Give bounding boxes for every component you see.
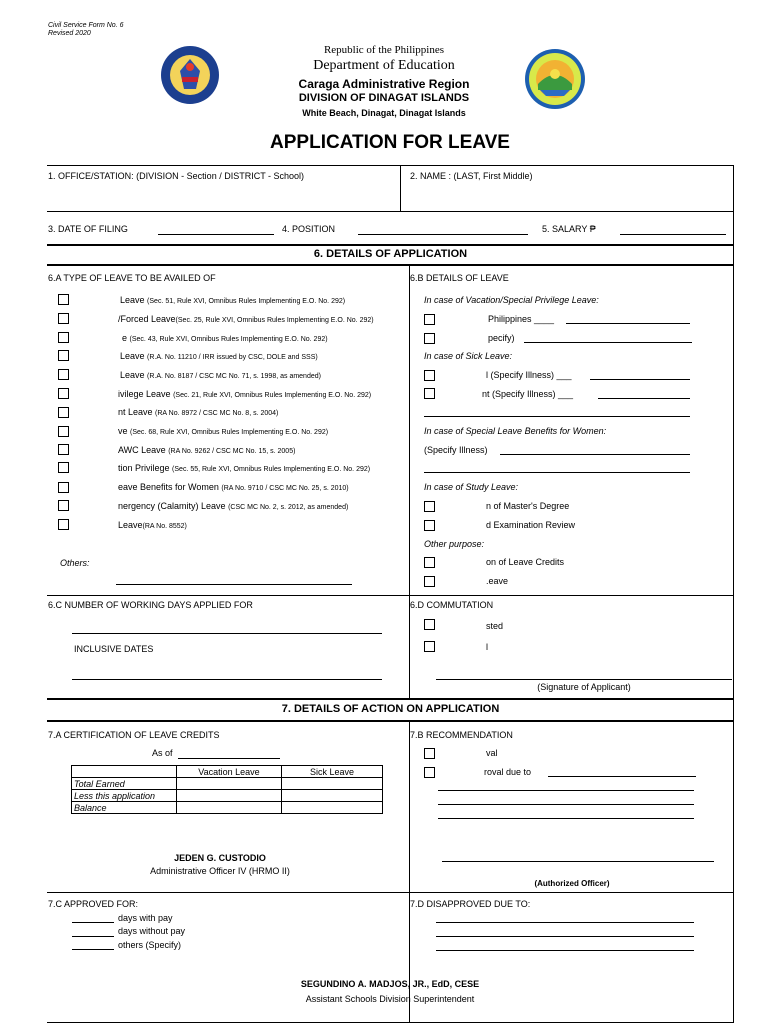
leave-credits-table bbox=[71, 765, 383, 814]
leave-type-checkbox[interactable] bbox=[58, 462, 69, 473]
working-days-field[interactable] bbox=[72, 633, 382, 634]
recommendation-option-label: val bbox=[486, 748, 498, 758]
sick-specify-field[interactable] bbox=[590, 379, 690, 380]
position-label: 4. POSITION bbox=[282, 224, 336, 234]
section-6b-heading: 6.B DETAILS OF LEAVE bbox=[410, 273, 509, 283]
border-top bbox=[47, 165, 734, 166]
leave-type-item: AWC Leave (RA No. 9262 / CSC MC No. 15, s. 2005) bbox=[118, 445, 296, 455]
recommendation-checkbox[interactable] bbox=[424, 748, 435, 759]
authorized-officer-signature[interactable] bbox=[442, 861, 714, 862]
sick-specify-field[interactable] bbox=[598, 398, 690, 399]
section-7c-heading: 7.C APPROVED FOR: bbox=[48, 899, 139, 909]
leave-type-checkbox[interactable] bbox=[58, 313, 69, 324]
divider bbox=[409, 722, 410, 1022]
study-heading: In case of Study Leave: bbox=[424, 482, 519, 492]
section-7a-heading: 7.A CERTIFICATION OF LEAVE CREDITS bbox=[48, 730, 220, 740]
row-label: Total Earned bbox=[72, 778, 177, 790]
leave-type-checkbox[interactable] bbox=[58, 294, 69, 305]
table-cell[interactable] bbox=[282, 778, 383, 790]
table-cell[interactable] bbox=[177, 802, 282, 814]
sick-option-label: nt (Specify Illness) ___ bbox=[482, 389, 574, 399]
leave-type-checkbox[interactable] bbox=[58, 519, 69, 530]
women-specify-label: (Specify Illness) bbox=[424, 445, 488, 455]
divider bbox=[47, 211, 734, 212]
disapproval-reason-field[interactable] bbox=[436, 950, 694, 951]
women-specify-field[interactable] bbox=[424, 472, 690, 473]
study-option-checkbox[interactable] bbox=[424, 520, 435, 531]
study-option-label: n of Master's Degree bbox=[486, 501, 570, 511]
days-without-pay-field[interactable] bbox=[72, 936, 114, 937]
leave-type-checkbox[interactable] bbox=[58, 500, 69, 511]
leave-type-checkbox[interactable] bbox=[58, 444, 69, 455]
section-6c-heading: 6.C NUMBER OF WORKING DAYS APPLIED FOR bbox=[48, 600, 253, 610]
section-6-heading: 6. DETAILS OF APPLICATION bbox=[313, 248, 468, 260]
commutation-option-label: sted bbox=[486, 621, 504, 631]
recommendation-option-label: roval due to bbox=[484, 767, 532, 777]
recommendation-reason-field[interactable] bbox=[438, 790, 694, 791]
other-purpose-checkbox[interactable] bbox=[424, 576, 435, 587]
header-region: Caraga Administrative Region bbox=[298, 77, 470, 91]
authorized-officer-label: (Authorized Officer) bbox=[534, 879, 610, 888]
vacation-option-checkbox[interactable] bbox=[424, 314, 435, 325]
leave-type-item: Leave (R.A. No. 8187 / CSC MC No. 71, s. 1998, as amended) bbox=[120, 370, 321, 380]
table-cell[interactable] bbox=[177, 778, 282, 790]
recommendation-reason-field[interactable] bbox=[548, 776, 696, 777]
leave-type-item: ve (Sec. 68, Rule XVI, Omnibus Rules Implementing E.O. No. 292) bbox=[118, 426, 329, 436]
col-header-sick: Sick Leave bbox=[282, 766, 383, 778]
form-title: APPLICATION FOR LEAVE bbox=[270, 132, 510, 153]
name-label: 2. NAME : (LAST, First Middle) bbox=[410, 171, 533, 181]
as-of-label: As of bbox=[152, 748, 173, 758]
table-row bbox=[72, 790, 383, 802]
leave-type-checkbox[interactable] bbox=[58, 332, 69, 343]
row-label: Balance bbox=[72, 802, 177, 814]
col-header-vacation: Vacation Leave bbox=[177, 766, 282, 778]
sick-option-label: l (Specify Illness) ___ bbox=[486, 370, 572, 380]
table-cell bbox=[72, 766, 177, 778]
vacation-specify-field[interactable] bbox=[566, 323, 690, 324]
divider bbox=[409, 266, 410, 698]
leave-type-item: nt Leave (RA No. 8972 / CSC MC No. 8, s. 2004) bbox=[118, 407, 279, 417]
certifier-title: Administrative Officer IV (HRMO II) bbox=[150, 866, 290, 876]
form-number-text: Civil Service Form No. 6 bbox=[48, 22, 124, 29]
recommendation-reason-field[interactable] bbox=[438, 804, 694, 805]
divider bbox=[47, 244, 734, 246]
others-specify-label: others (Specify) bbox=[118, 940, 182, 950]
leave-type-item: e (Sec. 43, Rule XVI, Omnibus Rules Implementing E.O. No. 292) bbox=[122, 333, 328, 343]
leave-type-checkbox[interactable] bbox=[58, 426, 69, 437]
signatory-name: SEGUNDINO A. MADJOS, JR., EdD, CESE bbox=[300, 979, 480, 989]
commutation-checkbox[interactable] bbox=[424, 641, 435, 652]
border-right bbox=[733, 165, 734, 1023]
sick-option-checkbox[interactable] bbox=[424, 388, 435, 399]
recommendation-reason-field[interactable] bbox=[438, 818, 694, 819]
commutation-checkbox[interactable] bbox=[424, 619, 435, 630]
certifier-name: JEDEN G. CUSTODIO bbox=[174, 853, 266, 863]
leave-type-checkbox[interactable] bbox=[58, 350, 69, 361]
disapproval-reason-field[interactable] bbox=[436, 936, 694, 937]
vacation-heading: In case of Vacation/Special Privilege Leave: bbox=[424, 295, 599, 305]
other-purpose-checkbox[interactable] bbox=[424, 557, 435, 568]
others-field[interactable] bbox=[116, 584, 352, 585]
sick-specify-field[interactable] bbox=[424, 416, 690, 417]
leave-type-item: tion Privilege (Sec. 55, Rule XVI, Omnibus Rules Implementing E.O. No. 292) bbox=[118, 463, 371, 473]
divider bbox=[47, 720, 734, 722]
leave-type-item: eave Benefits for Women (RA No. 9710 / CSC MC No. 25, s. 2010) bbox=[118, 482, 349, 492]
position-field[interactable] bbox=[358, 234, 528, 235]
date-filing-field[interactable] bbox=[158, 234, 274, 235]
leave-type-checkbox[interactable] bbox=[58, 407, 69, 418]
divider bbox=[47, 698, 734, 700]
header-division: DIVISION OF DINAGAT ISLANDS bbox=[298, 92, 470, 104]
leave-type-checkbox[interactable] bbox=[58, 369, 69, 380]
header-address: White Beach, Dinagat, Dinagat Islands bbox=[302, 108, 466, 118]
header-republic: Republic of the Philippines bbox=[323, 44, 445, 56]
days-with-pay-field[interactable] bbox=[72, 922, 114, 923]
divider bbox=[400, 165, 401, 211]
table-row bbox=[72, 802, 383, 814]
date-filing-label: 3. DATE OF FILING bbox=[48, 224, 128, 234]
applicant-signature-field[interactable] bbox=[436, 679, 732, 680]
section-7d-heading: 7.D DISAPPROVED DUE TO: bbox=[410, 899, 531, 909]
divider bbox=[47, 595, 734, 596]
vacation-option-label: Philippines ____ bbox=[488, 314, 555, 324]
days-without-pay-label: days without pay bbox=[118, 926, 186, 936]
sick-heading: In case of Sick Leave: bbox=[424, 351, 513, 361]
applicant-signature-label: (Signature of Applicant) bbox=[537, 682, 631, 692]
others-label: Others: bbox=[60, 558, 90, 568]
table-cell[interactable] bbox=[282, 790, 383, 802]
table-row bbox=[72, 766, 383, 778]
as-of-field[interactable] bbox=[178, 758, 280, 759]
leave-type-item: /Forced Leave(Sec. 25, Rule XVI, Omnibus Rules Implementing E.O. No. 292) bbox=[118, 314, 374, 324]
days-with-pay-label: days with pay bbox=[118, 913, 173, 923]
leave-type-checkbox[interactable] bbox=[58, 482, 69, 493]
leave-type-item: nergency (Calamity) Leave (CSC MC No. 2, s. 2012, as amended) bbox=[118, 501, 349, 511]
vacation-specify-field[interactable] bbox=[524, 342, 692, 343]
others-specify-field[interactable] bbox=[72, 949, 114, 950]
section-6d-heading: 6.D COMMUTATION bbox=[410, 600, 494, 610]
table-cell[interactable] bbox=[177, 790, 282, 802]
form-number bbox=[48, 22, 123, 38]
disapproval-reason-field[interactable] bbox=[436, 922, 694, 923]
leave-type-item: Leave(RA No. 8552) bbox=[118, 520, 187, 530]
section-7-heading: 7. DETAILS OF ACTION ON APPLICATION bbox=[281, 703, 500, 715]
table-row bbox=[72, 778, 383, 790]
other-purpose-label: .eave bbox=[486, 576, 509, 586]
commutation-option-label: l bbox=[486, 642, 488, 652]
form-revised-text: Revised 2020 bbox=[48, 30, 91, 37]
section-6a-heading: 6.A TYPE OF LEAVE TO BE AVAILED OF bbox=[48, 273, 216, 283]
women-heading: In case of Special Leave Benefits for Women: bbox=[424, 426, 607, 436]
leave-type-item: ivilege Leave (Sec. 21, Rule XVI, Omnibus Rules Implementing E.O. No. 292) bbox=[118, 389, 372, 399]
header-department: Department of Education bbox=[313, 58, 455, 73]
signatory-title: Assistant Schools Division Superintendent bbox=[305, 994, 475, 1004]
divider bbox=[47, 892, 734, 893]
salary-field[interactable] bbox=[620, 234, 726, 235]
deped-seal-logo bbox=[160, 45, 220, 105]
divider bbox=[47, 264, 734, 266]
study-option-label: d Examination Review bbox=[486, 520, 576, 530]
row-label: Less this application bbox=[72, 790, 177, 802]
office-station-label: 1. OFFICE/STATION: (DIVISION - Section / DISTRICT - School) bbox=[48, 171, 305, 181]
border-bottom bbox=[47, 1022, 734, 1023]
sick-option-checkbox[interactable] bbox=[424, 370, 435, 381]
leave-type-item: Leave (Sec. 51, Rule XVI, Omnibus Rules Implementing E.O. No. 292) bbox=[120, 295, 346, 305]
leave-type-item: Leave (R.A. No. 11210 / IRR issued by CSC, DOLE and SSS) bbox=[120, 351, 318, 361]
vacation-option-checkbox[interactable] bbox=[424, 333, 435, 344]
study-option-checkbox[interactable] bbox=[424, 501, 435, 512]
section-7b-heading: 7.B RECOMMENDATION bbox=[410, 730, 513, 740]
inclusive-dates-label: INCLUSIVE DATES bbox=[74, 644, 154, 654]
table-cell[interactable] bbox=[282, 802, 383, 814]
other-purpose-label: on of Leave Credits bbox=[486, 557, 565, 567]
inclusive-dates-field[interactable] bbox=[72, 679, 382, 680]
vacation-option-label: pecify) bbox=[488, 333, 515, 343]
leave-type-checkbox[interactable] bbox=[58, 388, 69, 399]
other-purpose-heading: Other purpose: bbox=[424, 539, 485, 549]
salary-label: 5. SALARY ₱ bbox=[542, 224, 596, 234]
women-specify-field[interactable] bbox=[500, 454, 690, 455]
recommendation-checkbox[interactable] bbox=[424, 767, 435, 778]
